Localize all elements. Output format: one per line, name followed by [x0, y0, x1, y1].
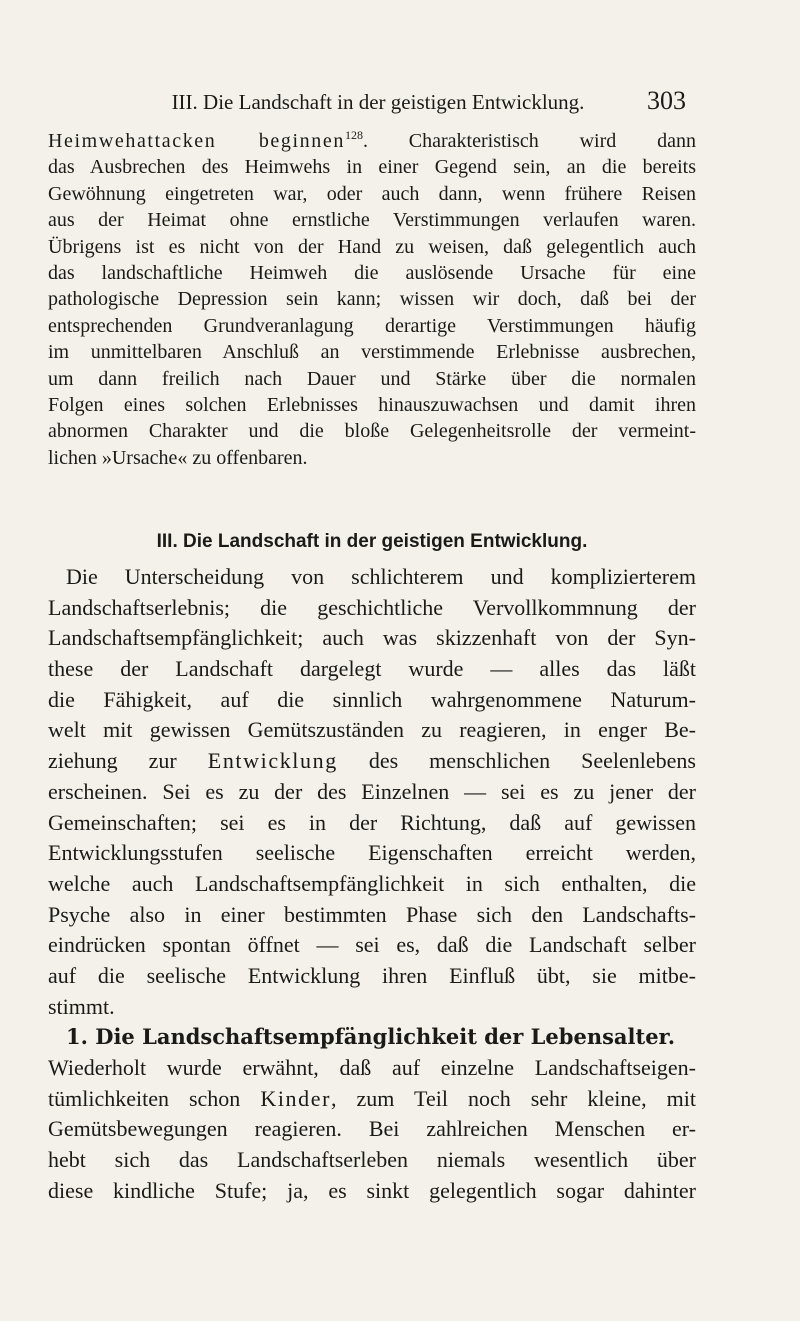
text-line: welt mit gewissen Gemütszuständen zu reagieren, in enger Be- — [48, 717, 696, 743]
text-line: die Fähigkeit, auf die sinnlich wahrgenommene Naturum- — [48, 686, 696, 712]
text-line: um dann freilich nach Dauer und Stärke über die normalen — [48, 367, 696, 390]
text-line: Die Unterscheidung von schlichterem und komplizierterem — [66, 564, 696, 589]
subsection-heading: 1. Die Landschaftsempfänglichkeit der Lebensalter. — [66, 1024, 675, 1050]
text-line: abnormen Charakter und die bloße Gelegenheitsrolle der vermeint- — [48, 420, 696, 443]
text-line: pathologische Depression sein kann; wissen wir doch, daß bei der — [48, 288, 696, 311]
text-line: Gemeinschaften; sei es in der Richtung, daß auf gewissen — [48, 809, 696, 835]
text-line: lichen »Ursache« zu offenbaren. — [48, 446, 308, 469]
text-fragment: des menschlichen Seelenlebens — [337, 748, 696, 774]
spaced-term: Entwicklung — [207, 748, 338, 774]
text-line: Psyche also in einer bestimmten Phase sich den Landschafts- — [48, 901, 696, 927]
text-line: das landschaftliche Heimweh die auslösende Ursache für eine — [48, 261, 696, 284]
text-line: Landschaftsempfänglichkeit; auch was skizzenhaft von der Syn- — [48, 625, 696, 651]
text-line: hebt sich das Landschaftserleben niemals wesentlich über — [48, 1147, 696, 1173]
footnote-ref: 128 — [344, 128, 363, 142]
running-head — [118, 86, 686, 118]
text-line — [48, 128, 696, 154]
text-line: these der Landschaft dargelegt wurde — alles das läßt — [48, 656, 696, 682]
text-line: eindrücken spontan öffnet — sei es, daß die Landschaft selber — [48, 932, 696, 958]
text-line: stimmt. — [48, 993, 115, 1019]
text-fragment: ziehung zur — [48, 748, 208, 774]
text-line — [48, 1084, 696, 1115]
paragraph-2 — [48, 562, 696, 1206]
spaced-term: Kinder — [260, 1085, 332, 1111]
page-number: 303 — [647, 86, 686, 115]
text-line: Gemütsbewegungen reagieren. Bei zahlreichen Menschen er- — [48, 1116, 696, 1142]
text-line: welche auch Landschaftsempfänglichkeit in sich enthalten, die — [48, 870, 696, 896]
spaced-term: Heimwehattacken beginnen — [48, 130, 345, 152]
running-head-title: III. Die Landschaft in der geistigen Entwicklung. — [171, 90, 585, 114]
text-line: Gewöhnung eingetreten war, oder auch dann, wenn frühere Reisen — [48, 182, 696, 205]
section-heading: III. Die Landschaft in der geistigen Entwicklung. — [156, 531, 588, 552]
text-line: entsprechenden Grundveranlagung derartige Verstimmungen häufig — [48, 314, 696, 337]
text-fragment: tümlichkeiten schon — [48, 1085, 261, 1111]
text-line: Wiederholt wurde erwähnt, daß auf einzelne Landschaftseigen- — [48, 1055, 696, 1080]
text-fragment: . Charakteristisch wird dann — [362, 130, 696, 152]
text-line: Entwicklungsstufen seelische Eigenschaften erreicht werden, — [48, 840, 696, 866]
text-line: Landschaftserlebnis; die geschichtliche Vervollkommnung der — [48, 594, 696, 620]
text-line: diese kindliche Stufe; ja, es sinkt gelegentlich sogar dahinter — [48, 1177, 696, 1203]
text-fragment: , zum Teil noch sehr kleine, mit — [331, 1085, 696, 1111]
text-line: im unmittelbaren Anschluß an verstimmende Erlebnisse ausbrechen, — [48, 341, 696, 364]
text-line — [48, 746, 696, 777]
paragraph-1 — [48, 128, 696, 471]
text-line: erscheinen. Sei es zu der des Einzelnen — sei es zu jener der — [48, 778, 696, 804]
text-line: Übrigens ist es nicht von der Hand zu weisen, daß gelegentlich auch — [48, 235, 696, 258]
text-line: aus der Heimat ohne ernstliche Verstimmungen verlaufen waren. — [48, 209, 696, 232]
text-line: Folgen eines solchen Erlebnisses hinauszuwachsen und damit ihren — [48, 393, 696, 416]
text-line: das Ausbrechen des Heimwehs in einer Gegend sein, an die bereits — [48, 156, 696, 179]
text-line: auf die seelische Entwicklung ihren Einfluß übt, sie mitbe- — [48, 962, 696, 988]
